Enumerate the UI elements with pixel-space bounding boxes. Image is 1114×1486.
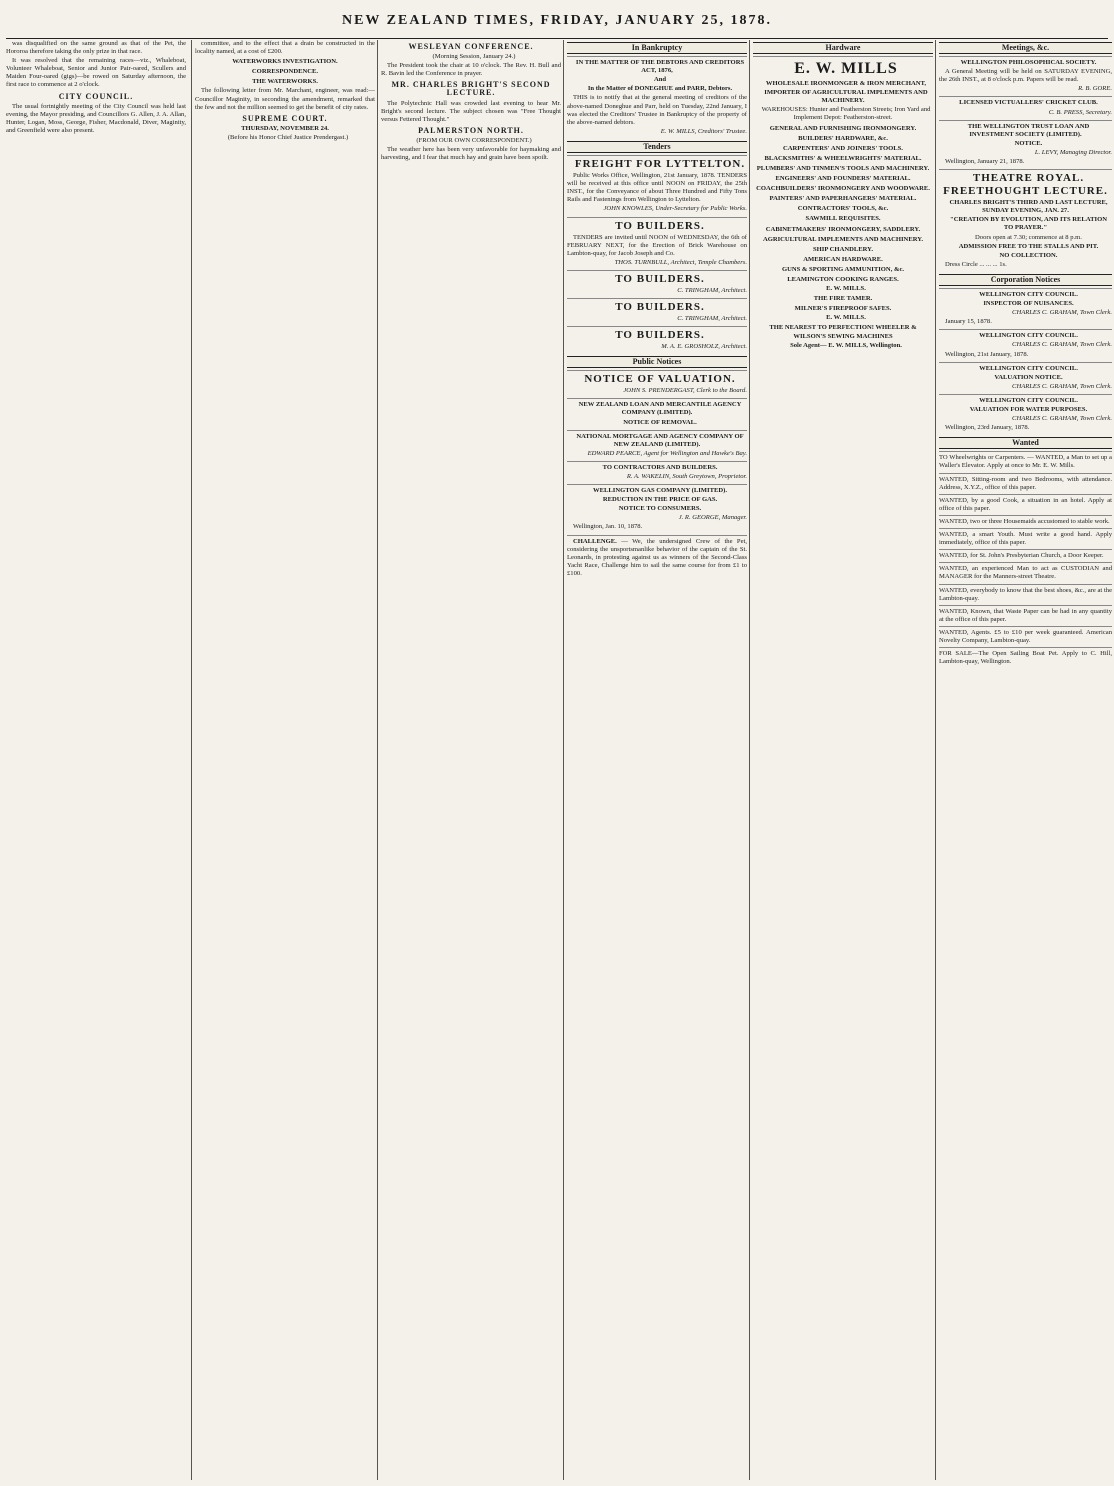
tender-5 [567,326,747,354]
public-notice-6 [567,535,747,580]
tender-1 [567,155,747,216]
bk-and: And [653,76,667,84]
hw-h7: COACHBUILDERS' IRONMONGERY AND WOODWARE. [756,185,930,193]
hw-h1: GENERAL AND FURNISHING IRONMONGERY. [769,124,917,132]
tender-3-sign: C. TRINGHAM, Architect. [677,286,747,294]
col3-p2: The Polytechnic Hall was crowded last evening to hear Mr. Bright's second lecture. The subject chosen was "Free Thought versus Fettered Thought." [381,99,561,123]
pn6-body: — We, the undersigned Crew of the Pet, considering the unsportsmanlike behavior of the captain of the St. Leonards, in protesting against us as winners of the Second-Class Yacht Race, Challenge him to sail the same course for from £1 to £100. [567,537,747,577]
wanted-section-header: Wanted [939,437,1112,449]
col2-heading-2: CORRESPONDENCE. [251,68,319,76]
column-2 [191,40,378,1480]
masthead-title: NEW ZEALAND TIMES, FRIDAY, JANUARY 25, 1878. [341,13,773,28]
column-3 [377,40,564,1480]
m4-sub: CHARLES BRIGHT'S THIRD AND LAST LECTURE, SUNDAY EVENING, JAN. 27. [949,199,1108,215]
c3-sign: CHARLES C. GRAHAM, Town Clerk. [1012,382,1112,390]
col2-body: The following letter from Mr. Marchant, engineer, was read:— Councillor Maginity, in seconding the amendment, remarked that the few and not the million seemed to get the benefit of city rates. [195,87,375,111]
hw-h6: ENGINEERS' AND FOUNDERS' MATERIAL. [775,175,911,183]
col3-heading-1: WESLEYAN CONFERENCE. [408,42,534,51]
wanted-11: FOR SALE—The Open Sailing Boat Pet. Apply to C. Hill, Lambton-quay, Wellington. [939,647,1112,668]
c3-title: WELLINGTON CITY COUNCIL. [979,364,1078,372]
wanted-4: WANTED, two or three Housemaids accustomed to stable work. [939,515,1112,528]
tender-4-title: TO BUILDERS. [615,300,705,313]
wanted-6: WANTED, for St. John's Presbyterian Church, a Door Keeper. [939,549,1112,562]
m1-title: WELLINGTON PHILOSOPHICAL SOCIETY. [960,59,1097,67]
col3-p3: The weather here has been very unfavorable for haymaking and harvesting, and I fear that much hay and grain have been spoilt. [381,146,561,162]
hw-name: E. W. MILLS [794,60,898,78]
pn5-sign: J. R. GEORGE, Manager. [678,514,747,522]
tender-2 [567,217,747,270]
pn2-title: NEW ZEALAND LOAN AND MERCANTILE AGENCY COMPANY (LIMITED). [578,401,742,417]
public-notice-4 [567,461,747,484]
hw-mills-2: E. W. MILLS. [826,314,866,322]
hw-tag-1: WHOLESALE IRONMONGER & IRON MERCHANT, [765,80,927,88]
tender-1-body: Public Works Office, Wellington, 21st January, 1878. TENDERS will be received at this office until NOON on FRIDAY, the 25th INST., for the Conveyance of about Three Hundred and Fifty Tons Rails and Fastenings from Wellington to Lyttelton. [567,172,747,204]
m2-title: LICENSED VICTUALLERS' CRICKET CLUB. [959,99,1098,107]
hw-h16: LEAMINGTON COOKING RANGES. [787,275,899,283]
col2-heading-4: SUPREME COURT. [242,113,328,123]
m2-sign: C. B. PRESS, Secretary. [1048,108,1112,116]
bk-sign: E. W. MILLS, Creditors' Trustee. [660,127,747,135]
meetings-section-header: Meetings, &c. [939,42,1112,54]
wanted-2: WANTED, Sitting-room and two Bedrooms, with attendance. Address, X.Y.Z., office of this paper. [939,473,1112,494]
corp-4 [939,394,1112,435]
col1-heading: CITY COUNCIL. [58,91,134,101]
pn4-sign: R. A. WAKELIN, South Greytown, Proprietor. [626,473,747,480]
wanted-3: WANTED, by a good Cook, a situation in an hotel. Apply at office of this paper. [939,494,1112,515]
tender-2-title: TO BUILDERS. [615,219,705,232]
hw-h17b: MILNER'S FIREPROOF SAFES. [794,305,892,313]
hw-tag-2: IMPORTER OF AGRICULTURAL IMPLEMENTS AND MACHINERY. [764,89,928,105]
c3-sub: VALUATION NOTICE. [994,373,1063,381]
c2-date: Wellington, 21st January, 1878. [945,350,1029,358]
m4-dress-circle: Dress Circle ... ... ... 1s. [945,260,1007,268]
tender-2-sign: THOS. TURNBULL, Architect, Temple Chambers. [614,258,747,266]
tender-1-sign: JOHN KNOWLES, Under-Secretary for Public Works. [603,205,747,213]
c4-sub: VALUATION FOR WATER PURPOSES. [969,406,1088,413]
hw-h10: SAWMILL REQUISITES. [805,215,881,223]
public-notice-2 [567,398,747,429]
m1-sign: R. B. GORE. [1078,85,1112,93]
c4-title: WELLINGTON CITY COUNCIL. [979,396,1078,404]
pn2-sub: NOTICE OF REMOVAL. [623,418,697,426]
corporation-section-header: Corporation Notices [939,274,1112,286]
c4-date: Wellington, 23rd January, 1878. [945,424,1030,432]
c4-sign: CHARLES C. GRAHAM, Town Clerk. [1012,415,1112,423]
masthead [6,4,1108,39]
columns [6,40,1112,1480]
public-notices-section-header: Public Notices [567,356,747,368]
pn5-sub: REDUCTION IN THE PRICE OF GAS. [602,496,718,504]
m1-body: A General Meeting will be held on SATURDAY EVENING, the 26th INST., at 8 o'clock p.m. Papers will be read. [939,68,1112,84]
meeting-3 [939,120,1112,169]
m3-date: Wellington, January 21, 1878. [945,158,1025,166]
bk-matter: In the Matter of DONEGHUE and PARR, Debtors. [587,85,733,93]
tender-1-title: FREIGHT FOR LYTTELTON. [574,158,746,171]
c2-title: WELLINGTON CITY COUNCIL. [979,332,1078,340]
tender-4 [567,298,747,326]
public-notice-1 [567,370,747,398]
col3-p1: The President took the chair at 10 o'clock. The Rev. H. Bull and R. Bavin led the Conference in prayer. [381,62,561,78]
m4-doors: Doors open at 7.30; commence at 8 p.m. [975,233,1082,241]
pn6-title: CHALLENGE. [573,537,617,545]
pn3-title: NATIONAL MORTGAGE AND AGENCY COMPANY OF NEW ZEALAND (LIMITED). [576,432,744,448]
m4-admission: ADMISSION FREE TO THE STALLS AND PIT. [958,242,1099,250]
column-4 [563,40,750,1480]
hw-h2: BUILDERS' HARDWARE, &c. [798,134,888,142]
m3-sign: L. LEVY, Managing Director. [1034,148,1112,156]
hw-h11: CABINETMAKERS' IRONMONGERY, SADDLERY. [765,225,921,233]
pn5-date: Wellington, Jan. 10, 1878. [573,523,643,531]
c1-date: January 15, 1878. [945,318,992,326]
hw-h18: THE NEAREST TO PERFECTION! WHEELER & WILSON'S SEWING MACHINES [769,324,917,340]
wanted-10: WANTED, Agents. £5 to £10 per week guaranteed. American Novelty Company, Lambton-quay. [939,626,1112,647]
col3-sub-1: (Morning Session, January 24.) [432,53,516,61]
pn5-title: WELLINGTON GAS COMPANY (LIMITED). [593,487,727,495]
bk-title: IN THE MATTER OF THE DEBTORS AND CREDITORS ACT, 1876, [575,59,745,75]
tender-4-sign: C. TRINGHAM, Architect. [677,314,747,322]
hw-sole-agent: Sole Agent— E. W. MILLS, Wellington. [790,341,902,349]
pn5-sub2: NOTICE TO CONSUMERS. [618,505,702,513]
hw-h12: AGRICULTURAL IMPLEMENTS AND MACHINERY. [762,235,924,243]
tender-3 [567,270,747,298]
bankruptcy-section-header: In Bankruptcy [567,42,747,54]
tenders-section-header: Tenders [567,141,747,153]
hw-h15: GUNS & SPORTING AMMUNITION, &c. [781,265,905,273]
tender-2-body: TENDERS are invited until NOON of WEDNESDAY, the 6th of FEBRUARY NEXT, for the Erection of Brick Warehouse on Lambton-quay, for Jacob Joseph and Co. [567,233,747,257]
hardware-section-header: Hardware [753,42,933,54]
corp-1 [939,288,1112,329]
m4-collection: NO COLLECTION. [999,251,1058,259]
col2-intro: committee, and to the effect that a drain be constructed in the locality named, at a cost of £200. [195,40,375,56]
hw-h17: THE FIRE TAMER. [813,295,873,303]
col2-sub-4: THURSDAY, NOVEMBER 24. [241,124,329,132]
pn1-title: NOTICE OF VALUATION. [584,373,736,386]
bankruptcy-notice [567,56,747,139]
col1-p2: It was resolved that the remaining races—viz., Whaleboat, Volunteer Whaleboat, Senior and Junior Pair-oared, Scullers and Maiden Four-oared (gigs)—be rowed on Saturday afternoon, the first race to commence at 2 o'clock. [6,57,186,89]
pn1-sign: JOHN S. PRENDERGAST, Clerk to the Board. [623,387,747,395]
wanted-7: WANTED, an experienced Man to act as CUSTODIAN and MANAGER for the Manners-street Theatre. [939,562,1112,583]
wanted-5: WANTED, a smart Youth. Must write a good hand. Apply immediately, office of this paper. [939,528,1112,549]
m4-sub2: "CREATION BY EVOLUTION, AND ITS RELATION TO PRAYER." [950,216,1107,232]
public-notice-5 [567,484,747,534]
corp-3 [939,362,1112,394]
pn3-sign: EDWARD PEARCE, Agent for Wellington and Hawke's Bay. [587,449,747,457]
public-notice-3 [567,430,747,461]
hw-mills-1: E. W. MILLS. [826,285,866,293]
m4-title: THEATRE ROYAL. FREETHOUGHT LECTURE. [943,172,1108,198]
column-5 [749,40,936,1480]
meeting-4 [939,169,1112,272]
col1-intro: was disqualified on the same ground as that of the Pet, the Hororoa therefore taking the only prize in that race. [6,40,186,56]
col2-heading-1: WATERWORKS INVESTIGATION. [232,58,338,66]
hw-h3: CARPENTERS' AND JOINERS' TOOLS. [783,144,903,152]
tender-5-sign: M. A. E. GROSHOLZ, Architect. [661,343,747,351]
col3-heading-3: PALMERSTON NORTH. [418,125,524,135]
hw-warehouses: WAREHOUSES: Hunter and Featherston Streets; Iron Yard and Implement Depot: Featherston-street. [761,106,931,122]
col2-heading-3: THE WATERWORKS. [252,78,318,86]
m3-sub: NOTICE. [1014,139,1043,147]
column-1 [6,40,189,1480]
hw-h4: BLACKSMITHS' & WHEELWRIGHTS' MATERIAL. [764,154,922,162]
wanted-9: WANTED, Known, that Waste Paper can be had in any quantity at the office of this paper. [939,605,1112,626]
c1-title: WELLINGTON CITY COUNCIL. [979,290,1078,298]
column-6 [935,40,1112,1480]
hw-h5: PLUMBERS' AND TINMEN'S TOOLS AND MACHINERY. [756,164,930,172]
c2-sign: CHARLES C. GRAHAM, Town Clerk. [1012,341,1112,349]
pn4-title: TO CONTRACTORS AND BUILDERS. [602,463,718,471]
meeting-1 [939,56,1112,96]
meeting-2 [939,96,1112,119]
wanted-1: TO Wheelwrights or Carpenters. — WANTED, a Man to set up a Waller's Elevator. Apply at once to Mr. E. W. Mills. [939,451,1112,472]
m3-title: THE WELLINGTON TRUST LOAN AND INVESTMENT SOCIETY (LIMITED). [967,122,1090,138]
hardware-ad [753,56,933,353]
tender-3-title: TO BUILDERS. [615,272,705,285]
col1-body: The usual fortnightly meeting of the City Council was held last evening, the Mayor presiding, and Councillors G. Allen, J. A. Allan, Hunter, Logan, Moss, George, Fisher, Macdonald, Diver, Maginity, and Greenfield were also present. [6,102,186,134]
hw-h13: SHIP CHANDLERY. [813,245,873,253]
col2-sub-4b: (Before his Honor Chief Justice Prendergast.) [227,133,349,141]
col3-sub-3: (FROM OUR OWN CORRESPONDENT.) [416,136,532,144]
c1-sub: INSPECTOR OF NUISANCES. [983,300,1074,308]
corp-2 [939,329,1112,361]
hw-h8: PAINTERS' AND PAPERHANGERS' MATERIAL. [769,195,917,203]
wanted-8: WANTED, everybody to know that the best shoes, &c., are at the Lambton-quay. [939,584,1112,605]
tender-5-title: TO BUILDERS. [615,329,705,342]
c1-sign: CHARLES C. GRAHAM, Town Clerk. [1012,309,1112,317]
hw-h9: CONTRACTORS' TOOLS, &c. [797,205,889,213]
col3-heading-2: MR. CHARLES BRIGHT'S SECOND LECTURE. [391,80,551,98]
hw-h14: AMERICAN HARDWARE. [803,255,883,263]
bk-body: THIS is to notify that at the general meeting of creditors of the above-named Doneghue and Parr, held on Tuesday, 22nd January, I was elected the Creditors' Trustee in Bankruptcy of the property of the above-named debtors. [567,94,747,126]
